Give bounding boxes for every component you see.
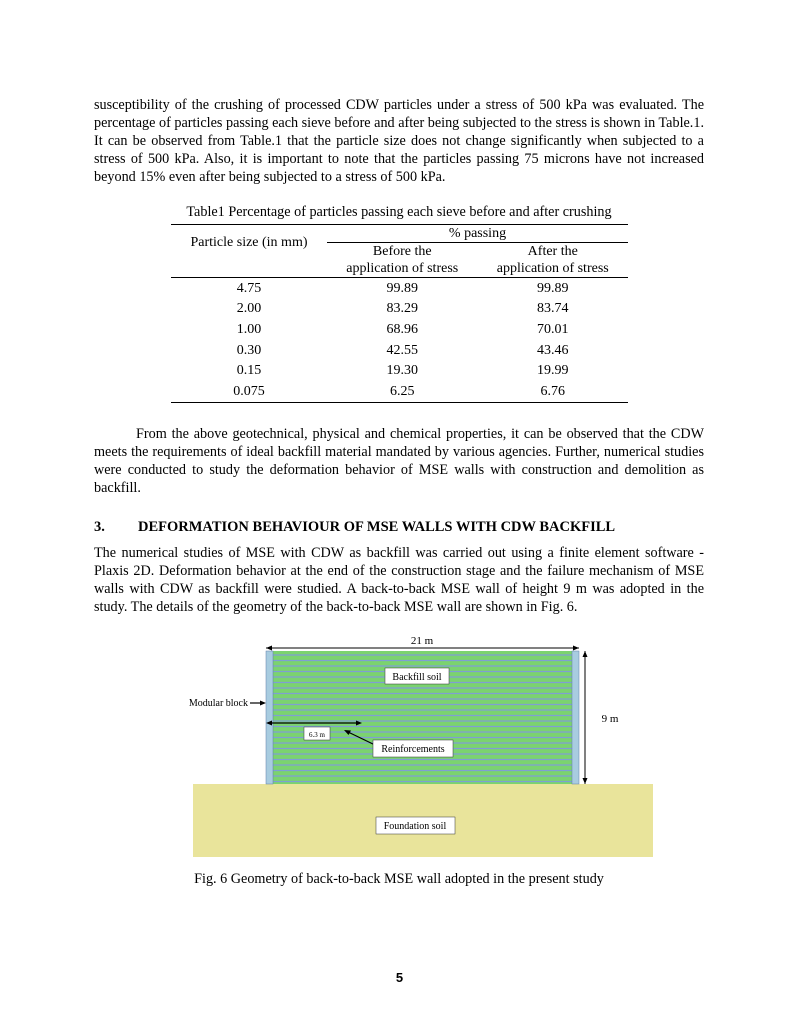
modular-block-label: Modular block [188,698,248,709]
section-title: DEFORMATION BEHAVIOUR OF MSE WALLS WITH CDW BACKFILL [138,519,616,535]
figure-caption: Fig. 6 Geometry of back-to-back MSE wall adopted in the present study [194,871,604,887]
reinforcement-label: Reinforcements [381,744,445,755]
header-particle-size: Particle size (in mm) [171,225,327,261]
modular-block-right [572,651,579,784]
arrowhead [573,646,579,651]
table-cell: 0.30 [236,342,262,358]
table-cell: 4.75 [236,280,262,296]
table-cell: 43.46 [537,342,569,358]
table-cell: 83.29 [386,301,418,317]
table-cell: 19.99 [537,363,569,379]
table-cell: 99.89 [537,280,569,296]
arrowhead [260,701,266,706]
table-cell: 1.00 [236,321,262,337]
body-paragraph-2: From the above geotechnical, physical and chemical properties, it can be observed that the CDW meets the requirements of ideal backfill material mandated by various agencies. Further, numerical studies were conducted to study the deformation behavior of MSE walls with construction and demolition as backfill. [94,426,704,496]
header-before-line2: application of stress [327,260,478,278]
height-label: 9 m [601,713,619,725]
length-label: 6.3 m [309,731,325,739]
body-paragraph-1: susceptibility of the crushing of processed CDW particles under a stress of 500 kPa was evaluated. The percentage of particles passing each sieve before and after being subjected to the stress is shown in Table.1. It can be observed from Table.1 that the particle size does not change significantly when subjected to a stress of 500 kPa. Also, it is important to note that the particles passing 75 microns have not increased beyond 15% even after being subjected to a stress of 500 kPa. [94,97,704,185]
table-cell: 0.075 [171,381,327,402]
table-cell: 99.89 [386,280,418,296]
header-before-line1: Before the [327,243,478,261]
table-cell: 6.25 [327,381,478,402]
table-cell: 68.96 [386,321,418,337]
table-cell: 2.00 [236,301,262,317]
arrowhead [583,778,588,784]
foundation-label: Foundation soil [383,821,447,832]
table-cell: 42.55 [386,342,418,358]
width-label: 21 m [410,635,434,647]
backfill-label: Backfill soil [392,672,442,683]
modular-block-left [266,651,273,784]
table-cell: 19.30 [386,363,418,379]
table-cell: 70.01 [537,321,569,337]
header-after-line2: application of stress [478,260,629,278]
arrowhead [266,646,272,651]
table-cell: 0.15 [236,363,262,379]
table-cell: 83.74 [537,301,569,317]
arrowhead [583,651,588,657]
table-caption: Table1 Percentage of particles passing each sieve before and after crushing [186,204,612,220]
header-percent-passing: % passing [327,225,628,243]
table-cell: 6.76 [478,381,629,402]
body-paragraph-3: The numerical studies of MSE with CDW as backfill was carried out using a finite element software - Plaxis 2D. Deformation behavior at the end of the construction stage and the failure mechanism of MSE walls with CDW as backfill were studied. A back-to-back MSE wall of height 9 m was adopted in the study. The details of the geometry of the back-to-back MSE wall are shown in Fig. 6. [94,545,704,615]
page-number: 5 [395,970,404,985]
section-number: 3. [94,519,105,535]
header-after-line1: After the [478,243,629,261]
